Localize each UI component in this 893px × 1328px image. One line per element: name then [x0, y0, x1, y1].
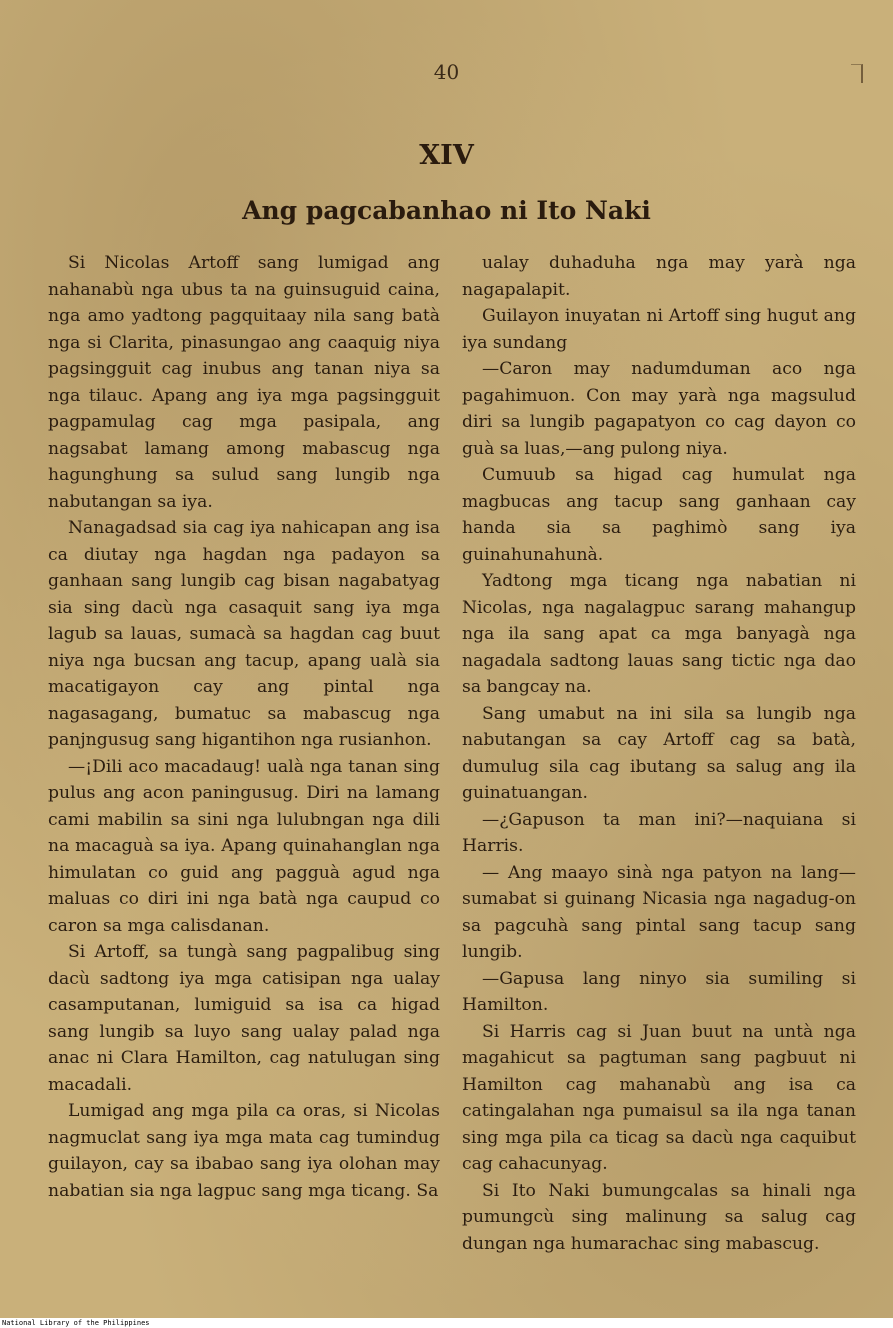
paragraph: Si Artoff, sa tungà sang pagpalibug sing dacù sadtong iya mga catisipan nga ualay casamputanan, lumiguid sa isa ca higad sang lungib sa luyo sang ualay palad nga anac ni Clara Hamilton, cag natulugan sing macadali.	[48, 942, 440, 1095]
paragraph: —Gapusa lang ninyo sia sumiling si Hamilton.	[462, 968, 856, 1015]
paragraph: —¡Dili aco macadaug! ualà nga tanan sing pulus ang acon paningusug. Diri na lamang cami mabilin sa sini nga lulubngan nga dili na macaguà sa iya. Apang quinahanglan nga himulatan co guid ang pagguà agud nga maluas co diri ini nga batà nga caupud co caron sa mga calisdanan.	[48, 756, 440, 936]
paragraph: ualay duhaduha nga may yarà nga nagapalapit.	[462, 253, 856, 300]
paragraph: Si Nicolas Artoff sang lumigad ang nahanabù nga ubus ta na guinsuguid caina, nga amo yadtong pagquitaay nila sang batà nga si Clarita, pinasungao ang caaquig niya pagsingguit cag inubus ang tanan niya sa nga tilauc. Apang ang iya mga pagsingguit pagpamulag cag mga pasipala, ang nagsabat lamang among mabascug nga hagunghung sa sulud sang lungib nga nabutangan sa iya.	[48, 253, 440, 512]
chapter-title: Ang pagcabanhao ni Ito Naki	[242, 196, 651, 225]
paragraph: Yadtong mga ticang nga nabatian ni Nicolas, nga nagalagpuc sarang mahangup nga ila sang apat ca mga banyagà nga nagadala sadtong lauas sang tictic nga dao sa bangcay na.	[462, 571, 856, 697]
chapter-heading: XIV	[419, 140, 474, 171]
paragraph: —¿Gapuson ta man ini?—naquiana si Harris.	[462, 809, 856, 856]
paragraph: Cumuub sa higad cag humulat nga magbucas ang tacup sang ganhaan cay handa sia sa paghimò sang iya guinahunahunà.	[462, 465, 856, 565]
paragraph: Lumigad ang mga pila ca oras, si Nicolas nagmuclat sang iya mga mata cag tumindug guilayon, cay sa ibabao sang iya olohan may nabatian sia nga lagpuc sang mga ticang. Sa	[48, 1101, 440, 1201]
paragraph: Guilayon inuyatan ni Artoff sing hugut ang iya sundang	[462, 306, 856, 353]
paragraph: Si Harris cag si Juan buut na untà nga magahicut sa pagtuman sang pagbuut ni Hamilton cag mahanabù ang isa ca catingalahan nga pumaisul sa ila nga tanan sing mga pila ca ticag sa dacù nga caquibut cag cahacunyag.	[462, 1021, 856, 1174]
paragraph: — Ang maayo sinà nga patyon na lang—sumabat si guinang Nicasia nga nagadug-on sa pagcuhà sang pintal sang tacup sang lungib.	[462, 862, 856, 962]
left-column	[48, 250, 440, 1204]
paragraph: —Caron may nadumduman aco nga pagahimuon. Con may yarà nga magsulud diri sa lungib pagapatyon co cag dayon co guà sa luas,—ang pulong niya.	[462, 359, 856, 459]
paragraph: Sang umabut na ini sila sa lungib nga nabutangan sa cay Artoff cag sa batà, dumulug sila cag ibutang sa salug ang ila guinatuangan.	[462, 703, 856, 803]
paragraph: Si Ito Naki bumungcalas sa hinali nga pumungcù sing malinung sa salug cag dungan nga humarachac sing mabascug.	[462, 1180, 856, 1254]
right-column	[462, 250, 856, 1257]
page-number: 40	[433, 60, 460, 84]
source-footer: National Library of the Philippines	[0, 1318, 893, 1328]
paragraph: Nanagadsad sia cag iya nahicapan ang isa ca diutay nga hagdan nga padayon sa ganhaan sang lungib cag bisan nagabatyag sia sing dacù nga casaquit sang iya mga lagub sa lauas, sumacà sa hagdan cag buut niya nga bucsan ang tacup, apang ualà sia macatigayon cay ang pintal nga nagasagang, bumatuc sa mabascug nga panjngusug sang higantihon nga rusianhon.	[48, 518, 440, 750]
